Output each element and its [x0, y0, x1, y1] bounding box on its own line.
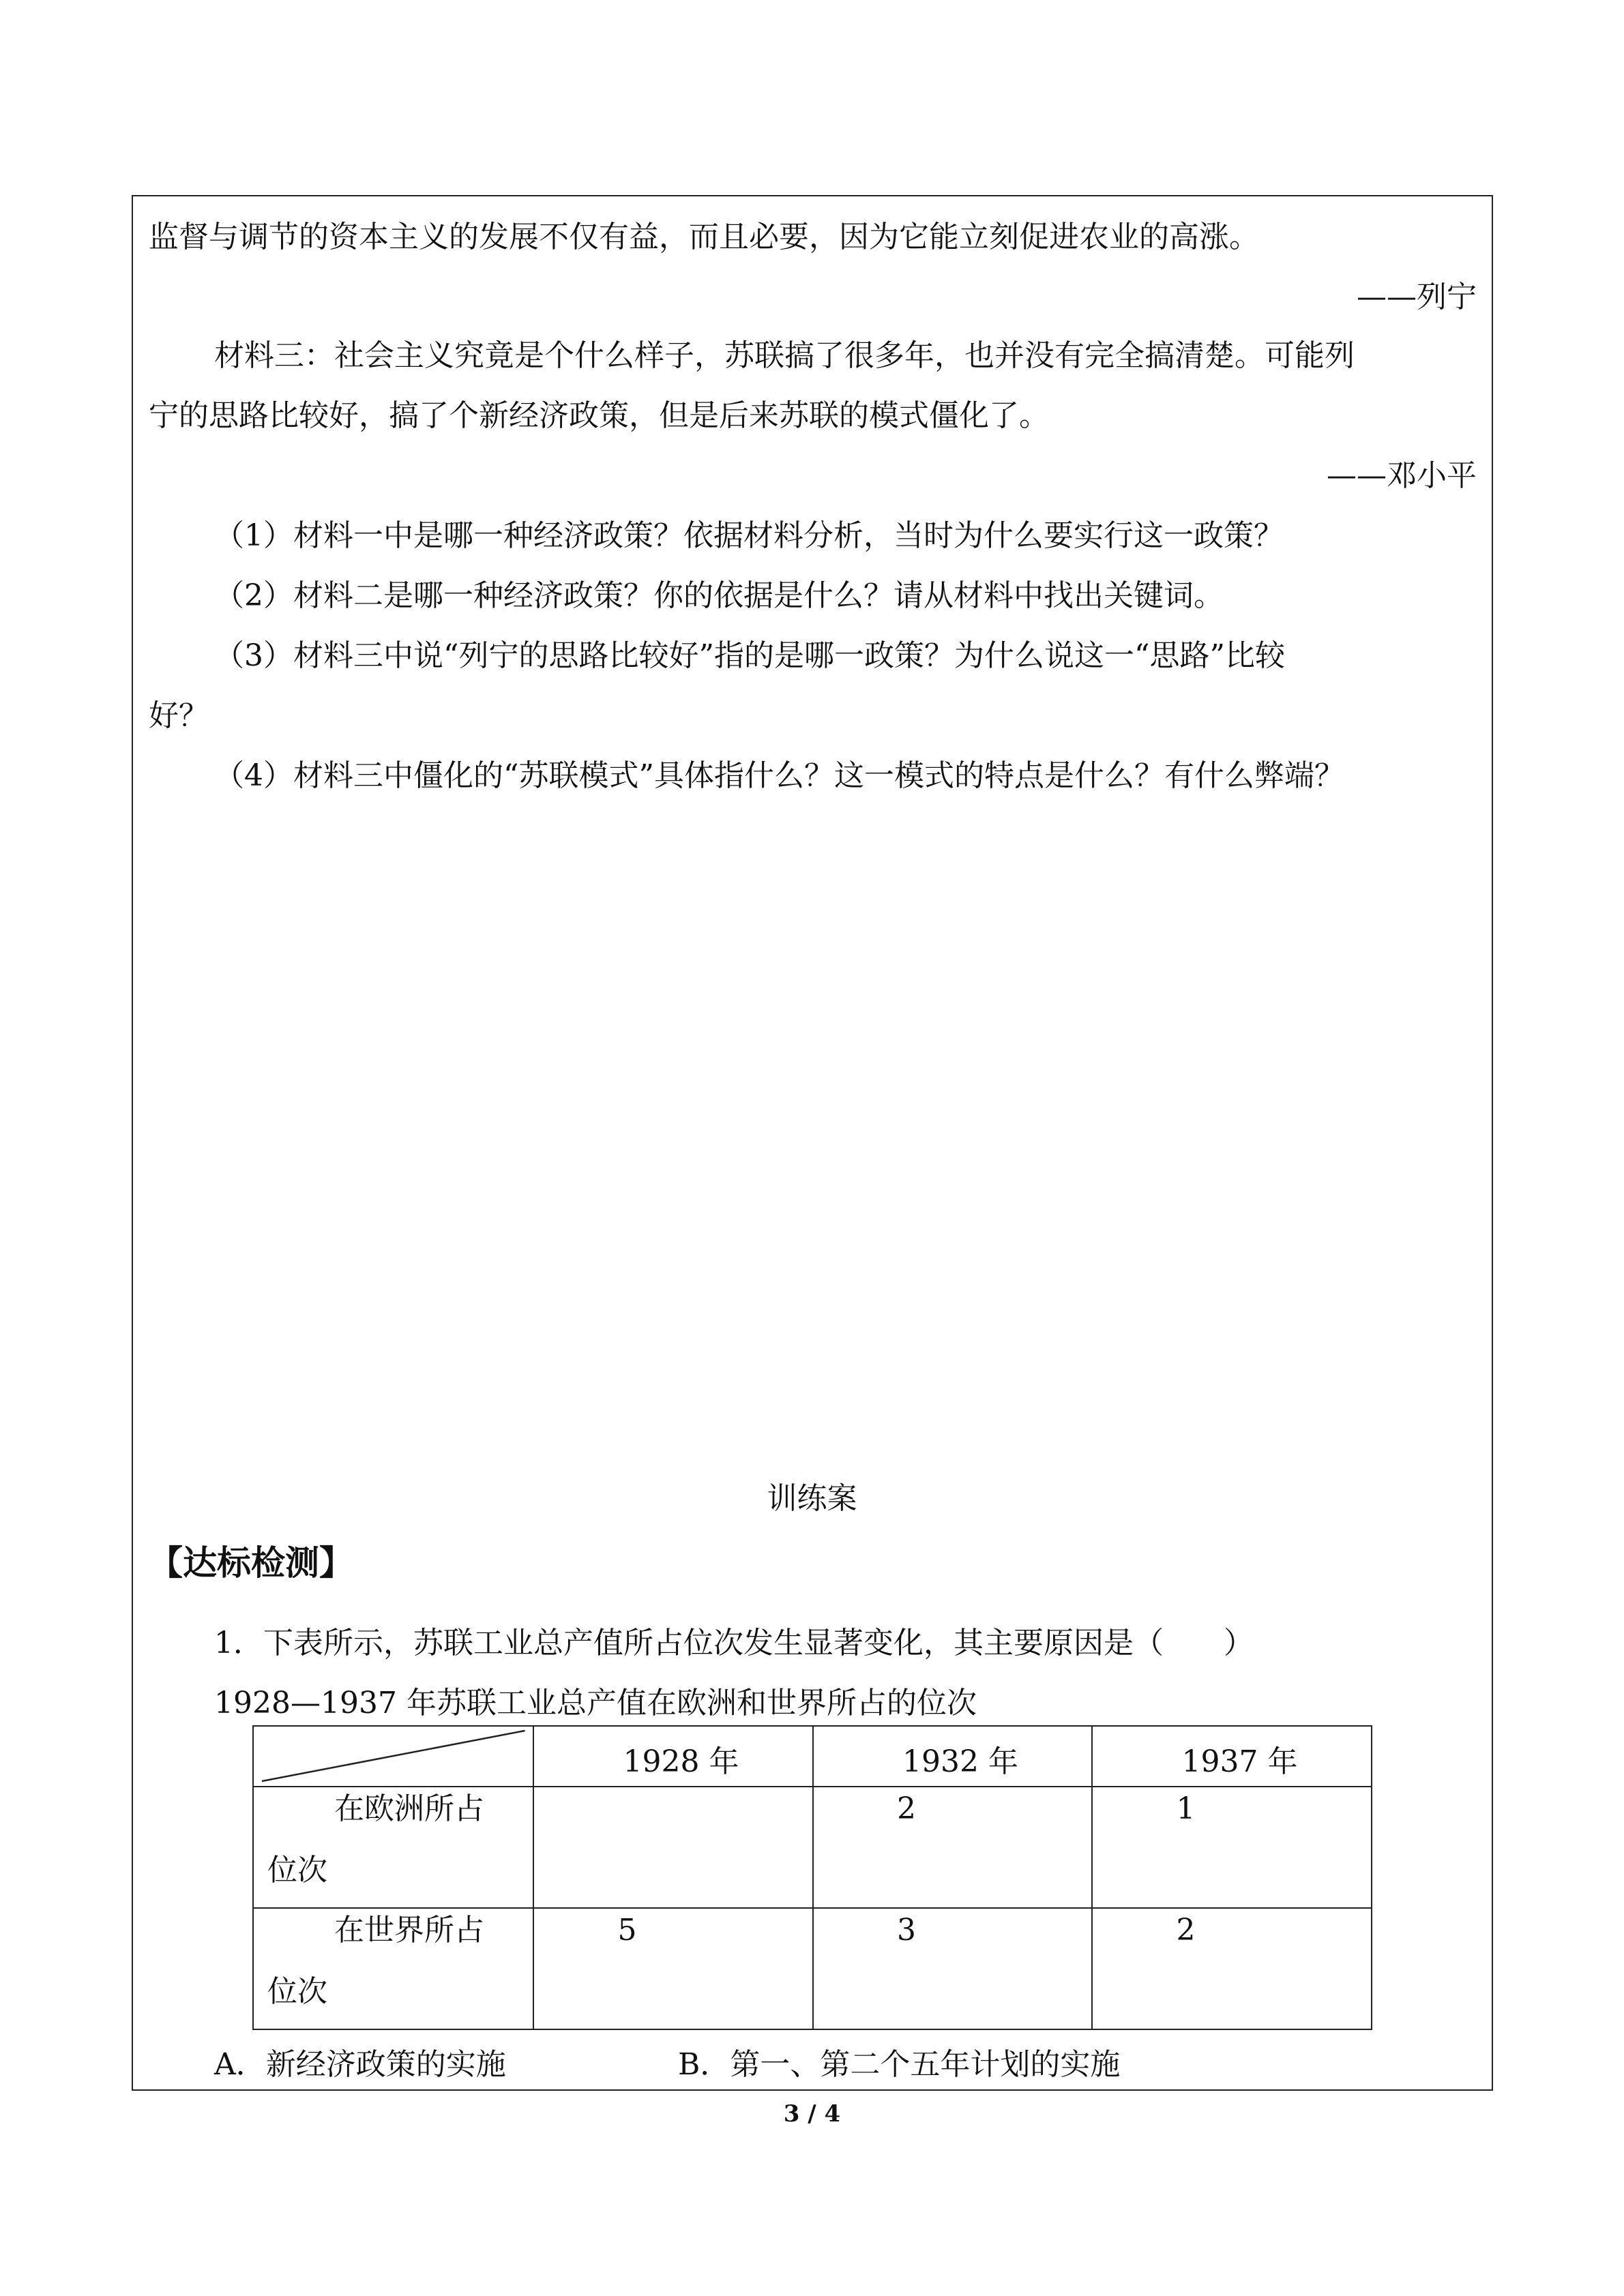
- table-row: [253, 1908, 1372, 2029]
- option-a: A．新经济政策的实施: [214, 2047, 506, 2082]
- option-b: B．第一、第二个五年计划的实施: [678, 2047, 1121, 2082]
- diagonal-header-cell: [253, 1726, 533, 1787]
- table-caption: 1928—1937 年苏联工业总产值在欧洲和世界所占的位次: [214, 1686, 977, 1720]
- table-cell: 5: [533, 1908, 813, 2029]
- question-2: （2）材料二是哪一种经济政策？你的依据是什么？请从材料中找出关键词。: [214, 578, 1224, 613]
- table-cell: 3: [813, 1908, 1093, 2029]
- page-number: 3 / 4: [783, 2100, 841, 2128]
- section-heading: 【达标检测】: [149, 1543, 353, 1583]
- table-header-row: [253, 1726, 1372, 1787]
- table-cell: 1: [1092, 1787, 1372, 1908]
- question-1: （1）材料一中是哪一种经济政策？依据材料分析，当时为什么要实行这一政策？: [214, 518, 1284, 553]
- training-title: 训练案: [767, 1481, 857, 1516]
- column-header: 1937 年: [1092, 1726, 1372, 1787]
- attribution-deng: ——邓小平: [1327, 458, 1477, 493]
- ranking-table: [252, 1725, 1372, 2030]
- attribution-lenin: ——列宁: [1357, 280, 1477, 314]
- column-header: 1932 年: [813, 1726, 1093, 1787]
- row-label: 在世界所占 位次: [253, 1908, 533, 2029]
- row-label: 在欧洲所占 位次: [253, 1787, 533, 1908]
- material3-line1: 材料三：社会主义究竟是个什么样子，苏联搞了很多年，也并没有完全搞清楚。可能列: [214, 338, 1355, 373]
- question-4: （4）材料三中僵化的“苏联模式”具体指什么？这一模式的特点是什么？有什么弊端？: [214, 758, 1344, 793]
- table-cell: 2: [813, 1787, 1093, 1908]
- question-3-line1: （3）材料三中说“列宁的思路比较好”指的是哪一政策？为什么说这一“思路”比较: [214, 638, 1285, 673]
- table-row: [253, 1787, 1372, 1908]
- question-item-1: 1．下表所示，苏联工业总产值所占位次发生显著变化，其主要原因是（ ）: [214, 1626, 1254, 1660]
- question-3-line2: 好？: [149, 698, 209, 733]
- material3-line2: 宁的思路比较好，搞了个新经济政策，但是后来苏联的模式僵化了。: [149, 398, 1049, 433]
- diagonal-line: [254, 1727, 533, 1786]
- table-cell: [533, 1787, 813, 1908]
- passage-line: 监督与调节的资本主义的发展不仅有益，而且必要，因为它能立刻促进农业的高涨。: [149, 220, 1259, 254]
- table-cell: 2: [1092, 1908, 1372, 2029]
- column-header: 1928 年: [533, 1726, 813, 1787]
